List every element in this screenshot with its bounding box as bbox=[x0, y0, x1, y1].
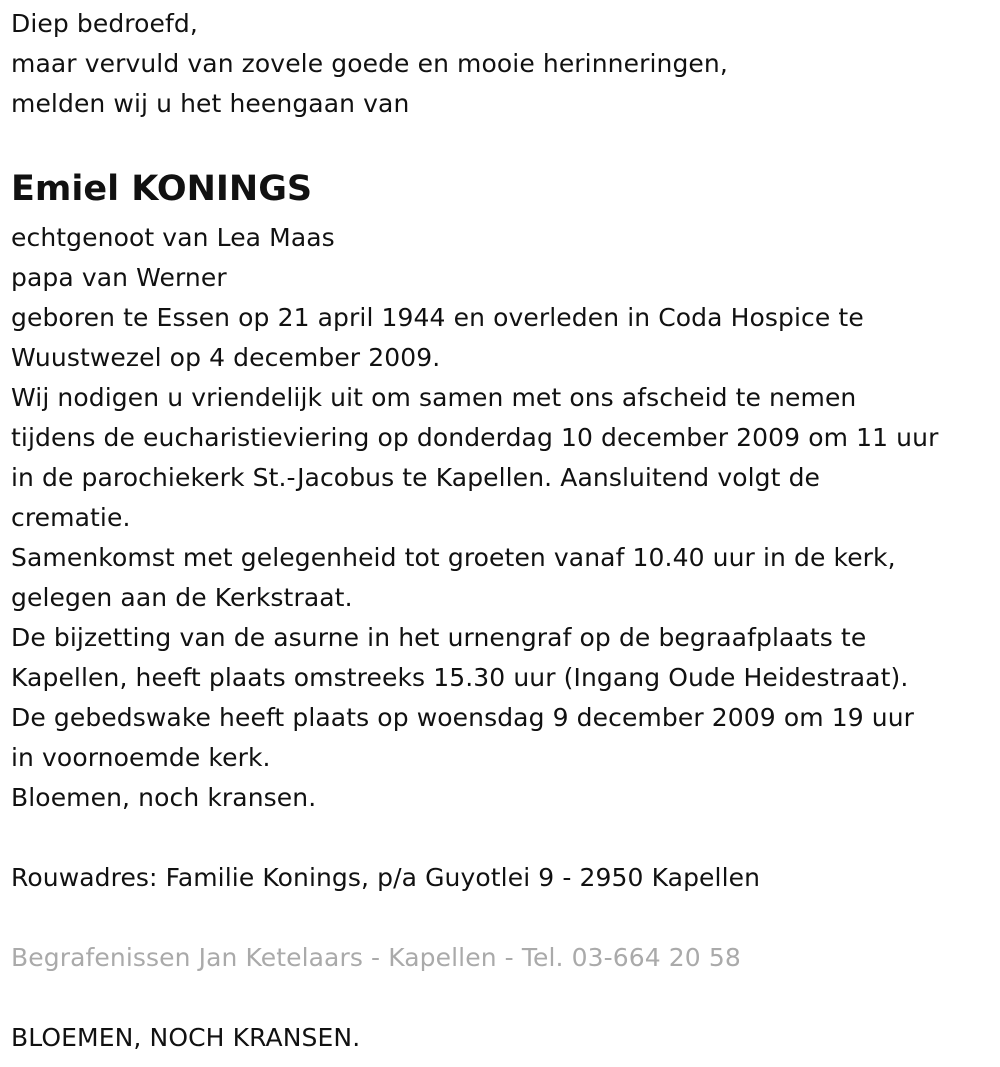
funeral-home: Begrafenissen Jan Ketelaars - Kapellen - Tel. 03-664 20 58 bbox=[11, 943, 741, 972]
intro-text bbox=[11, 4, 991, 124]
body-line: papa van Werner bbox=[11, 263, 227, 292]
body-line: crematie. bbox=[11, 503, 131, 532]
body-line: Samenkomst met gelegenheid tot groeten vanaf 10.40 uur in de kerk, bbox=[11, 543, 896, 572]
spacer bbox=[11, 978, 991, 1018]
intro-line: maar vervuld van zovele goede en mooie herinneringen, bbox=[11, 49, 728, 78]
body-line: in de parochiekerk St.-Jacobus te Kapellen. Aansluitend volgt de bbox=[11, 463, 821, 492]
deceased-name: Emiel KONINGS bbox=[11, 169, 313, 209]
closing-note: BLOEMEN, NOCH KRANSEN. bbox=[11, 1023, 361, 1052]
body-line: in voornoemde kerk. bbox=[11, 743, 271, 772]
obituary-body bbox=[11, 218, 991, 818]
body-line: echtgenoot van Lea Maas bbox=[11, 223, 335, 252]
spacer bbox=[11, 898, 991, 938]
body-line: De gebedswake heeft plaats op woensdag 9 december 2009 om 19 uur bbox=[11, 703, 915, 732]
body-line: gelegen aan de Kerkstraat. bbox=[11, 583, 353, 612]
spacer bbox=[11, 818, 991, 858]
obituary-notice bbox=[11, 4, 991, 1058]
body-line: Bloemen, noch kransen. bbox=[11, 783, 317, 812]
intro-line: Diep bedroefd, bbox=[11, 9, 198, 38]
mourning-address: Rouwadres: Familie Konings, p/a Guyotlei 9 - 2950 Kapellen bbox=[11, 863, 761, 892]
body-line: geboren te Essen op 21 april 1944 en overleden in Coda Hospice te bbox=[11, 303, 864, 332]
body-line: De bijzetting van de asurne in het urnengraf op de begraafplaats te bbox=[11, 623, 867, 652]
body-line: Wuustwezel op 4 december 2009. bbox=[11, 343, 441, 372]
intro-line: melden wij u het heengaan van bbox=[11, 89, 410, 118]
body-line: Wij nodigen u vriendelijk uit om samen met ons afscheid te nemen bbox=[11, 383, 857, 412]
body-line: tijdens de eucharistieviering op donderdag 10 december 2009 om 11 uur bbox=[11, 423, 939, 452]
body-line: Kapellen, heeft plaats omstreeks 15.30 uur (Ingang Oude Heidestraat). bbox=[11, 663, 909, 692]
